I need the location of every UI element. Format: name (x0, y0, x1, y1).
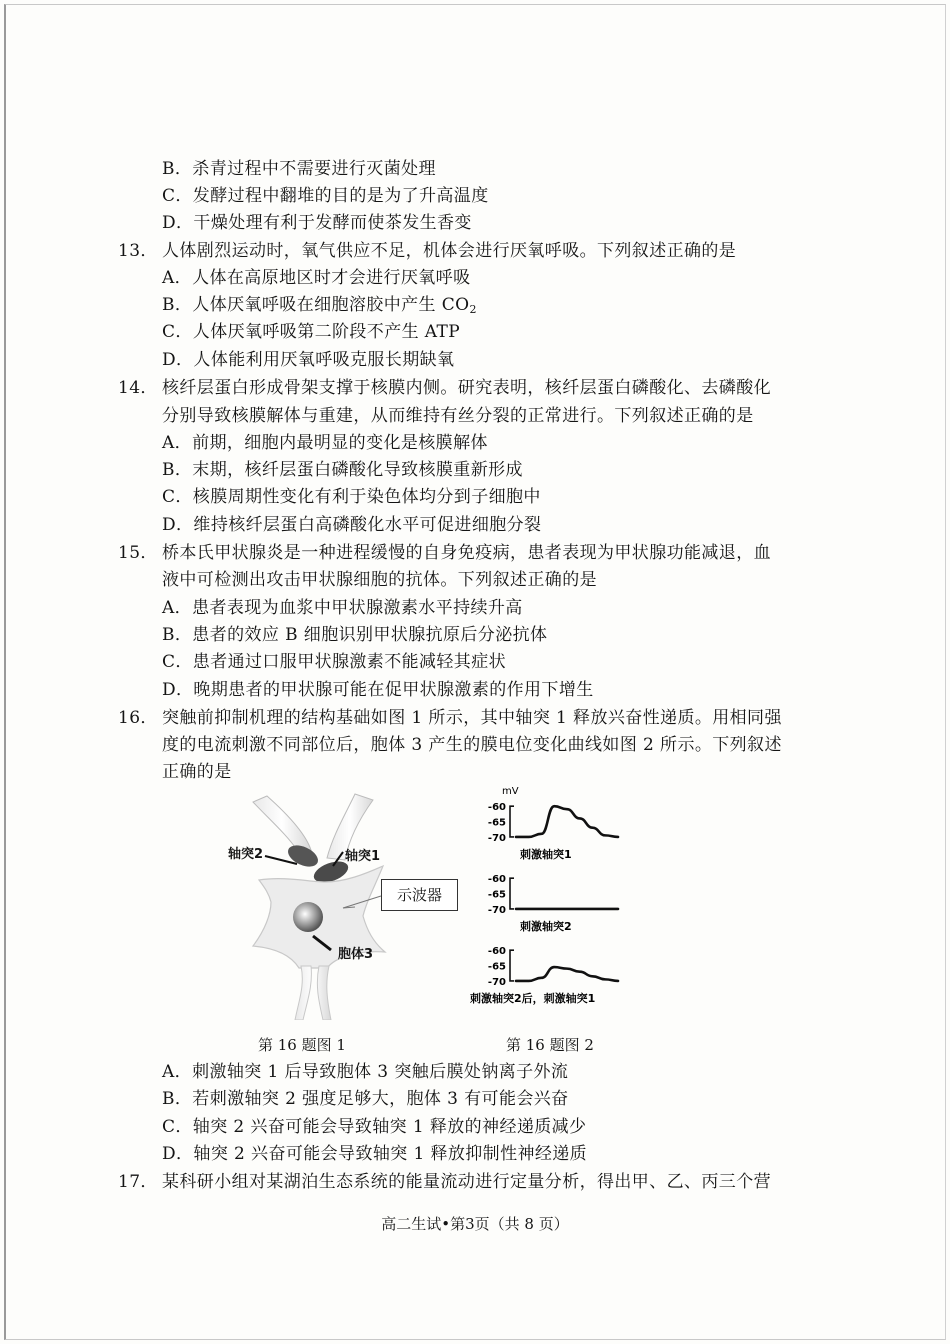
q14-option-d: D．维持核纤层蛋白高磷酸化水平可促进细胞分裂 (162, 515, 542, 535)
q13-stem: 人体剧烈运动时，氧气供应不足，机体会进行厌氧呼吸。下列叙述正确的是 (162, 241, 737, 261)
q16-stem-line3: 正确的是 (162, 762, 232, 782)
chart-2-tick-2: -65 (487, 889, 506, 901)
label-axon-2: 轴突2 (228, 847, 264, 862)
q12-option-b: B．杀青过程中不需要进行灭菌处理 (162, 159, 436, 179)
chart-1-tick-3: -70 (487, 832, 506, 844)
chart-3-label: 刺激轴突2后，刺激轴突1 (470, 992, 596, 1005)
chart-2-axis (510, 878, 514, 909)
q13-option-b: B．人体厌氧呼吸在细胞溶胶中产生 $CO_2$ (162, 295, 477, 316)
soma-3-nucleus (293, 902, 323, 932)
q15-option-c: C．患者通过口服甲状腺激素不能减轻其症状 (162, 652, 507, 672)
q14-option-c: C．核膜周期性变化有利于染色体均分到子细胞中 (162, 487, 541, 507)
figure-1-caption: 第 16 题图 1 (258, 1036, 346, 1054)
chart-1-curve (516, 806, 618, 837)
chart-1-unit: mV (502, 786, 519, 797)
label-axon-1: 轴突1 (345, 849, 381, 864)
q16-stem-line2: 度的电流刺激不同部位后，胞体 3 产生的膜电位变化曲线如图 2 所示。下列叙述 (162, 735, 782, 755)
q15-number: 15． (118, 543, 158, 563)
chart-1-label: 刺激轴突1 (520, 848, 572, 861)
chart-2-label: 刺激轴突2 (520, 920, 572, 933)
chart-3-axis (510, 950, 514, 981)
figure-2-caption: 第 16 题图 2 (506, 1036, 594, 1054)
q15-stem-line1: 桥本氏甲状腺炎是一种进程缓慢的自身免疫病，患者表现为甲状腺功能减退，血 (162, 543, 771, 563)
q14-option-a: A．前期，细胞内最明显的变化是核膜解体 (162, 433, 488, 453)
chart-3-curve (516, 967, 618, 981)
q13-option-a: A．人体在高原地区时才会进行厌氧呼吸 (162, 268, 471, 288)
q15-stem-line2: 液中可检测出攻击甲状腺细胞的抗体。下列叙述正确的是 (162, 570, 597, 590)
q14-number: 14． (118, 378, 158, 398)
q13-option-d: D．人体能利用厌氧呼吸克服长期缺氧 (162, 350, 455, 370)
q15-option-b: B．患者的效应 B 细胞识别甲状腺抗原后分泌抗体 (162, 625, 548, 645)
oscilloscope-box: 示波器 (381, 879, 458, 911)
chart-1-axis (510, 806, 514, 837)
q16-option-d: D．轴突 2 兴奋可能会导致轴突 1 释放抑制性神经递质 (162, 1144, 588, 1164)
figure-2-membrane-potential-charts (468, 782, 658, 1022)
q13-option-c: C．人体厌氧呼吸第二阶段不产生 ATP (162, 322, 461, 342)
q17-stem-line1: 某科研小组对某湖泊生态系统的能量流动进行定量分析，得出甲、乙、丙三个营 (162, 1172, 771, 1192)
axon-2-fiber (253, 796, 311, 850)
page-footer: 高二生试•第3页（共 8 页） (381, 1215, 569, 1233)
chart-2-tick-1: -60 (487, 874, 506, 886)
label-soma-3: 胞体3 (338, 947, 374, 962)
q14-option-b: B．末期，核纤层蛋白磷酸化导致核膜重新形成 (162, 460, 523, 480)
q13-number: 13． (118, 241, 158, 261)
q16-stem-line1: 突触前抑制机理的结构基础如图 1 所示，其中轴突 1 释放兴奋性递质。用相同强 (162, 708, 782, 728)
q12-option-d: D．干燥处理有利于发酵而使茶发生香变 (162, 213, 472, 233)
chart-3-tick-2: -65 (487, 961, 506, 973)
q12-option-c: C．发酵过程中翻堆的目的是为了升高温度 (162, 186, 489, 206)
q16-option-c: C．轴突 2 兴奋可能会导致轴突 1 释放的神经递质减少 (162, 1117, 587, 1137)
soma-3-axon (295, 966, 331, 1020)
chart-3-tick-1: -60 (487, 946, 506, 958)
q16-number: 16． (118, 708, 158, 728)
chart-1-tick-2: -65 (487, 817, 506, 829)
chart-2-tick-3: -70 (487, 904, 506, 916)
chart-1-tick-1: -60 (487, 802, 506, 814)
q14-stem-line2: 分别导致核膜解体与重建，从而维持有丝分裂的正常进行。下列叙述正确的是 (162, 406, 754, 426)
q14-stem-line1: 核纤层蛋白形成骨架支撑于核膜内侧。研究表明，核纤层蛋白磷酸化、去磷酸化 (162, 378, 771, 398)
q16-option-a: A．刺激轴突 1 后导致胞体 3 突触后膜处钠离子外流 (162, 1062, 569, 1082)
q16-option-b: B．若刺激轴突 2 强度足够大，胞体 3 有可能会兴奋 (162, 1089, 569, 1109)
q15-option-a: A．患者表现为血浆中甲状腺激素水平持续升高 (162, 598, 523, 618)
q17-number: 17． (118, 1172, 158, 1192)
chart-3-tick-3: -70 (487, 976, 506, 988)
q15-option-d: D．晚期患者的甲状腺可能在促甲状腺激素的作用下增生 (162, 680, 594, 700)
